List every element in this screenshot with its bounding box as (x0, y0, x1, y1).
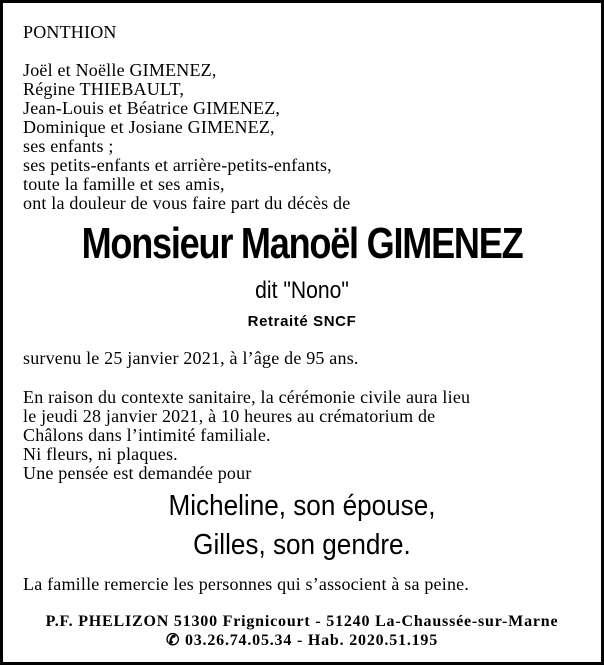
ceremony-line: Châlons dans l’intimité familiale. (23, 425, 271, 445)
ceremony-line: Une pensée est demandée pour (23, 463, 252, 483)
family-line: Dominique et Josiane GIMENEZ, (23, 117, 275, 137)
family-line: Régine THIEBAULT, (23, 79, 185, 99)
family-line: ses petits-enfants et arrière-petits-enfants, (23, 155, 332, 175)
thanks-line: La famille remercie les personnes qui s’associent à sa peine. (23, 574, 470, 594)
deceased-name: Monsieur Manoël GIMENEZ (81, 219, 523, 268)
death-date-line: survenu le 25 janvier 2021, à l’âge de 95 ans. (23, 348, 359, 368)
family-line: ses enfants ; (23, 136, 114, 156)
family-line: ont la douleur de vous faire part du décès de (23, 193, 351, 213)
remembered-spouse: Micheline, son épouse, (168, 490, 436, 522)
town-heading: PONTHION (23, 22, 117, 42)
contact-line: ✆ 03.26.74.05.34 - Hab. 2020.51.195 (165, 632, 439, 649)
remembered-son-in-law: Gilles, son gendre. (193, 529, 411, 561)
occupation: Retraité SNCF (247, 313, 357, 330)
ceremony-line: Ni fleurs, ni plaques. (23, 444, 178, 464)
family-list (23, 61, 350, 213)
family-line: toute la famille et ses amis, (23, 174, 225, 194)
nickname: dit "Nono" (255, 277, 349, 304)
funeral-home: P.F. PHELIZON 51300 Frignicourt - 51240 La-Chaussée-sur-Marne (45, 613, 559, 630)
ceremony-line: le jeudi 28 janvier 2021, à 10 heures au crématorium de (23, 406, 436, 426)
ceremony-line: En raison du contexte sanitaire, la cérémonie civile aura lieu (23, 387, 471, 407)
family-line: Joël et Noëlle GIMENEZ, (23, 60, 217, 80)
ceremony-details (23, 388, 470, 483)
family-line: Jean-Louis et Béatrice GIMENEZ, (23, 98, 281, 118)
